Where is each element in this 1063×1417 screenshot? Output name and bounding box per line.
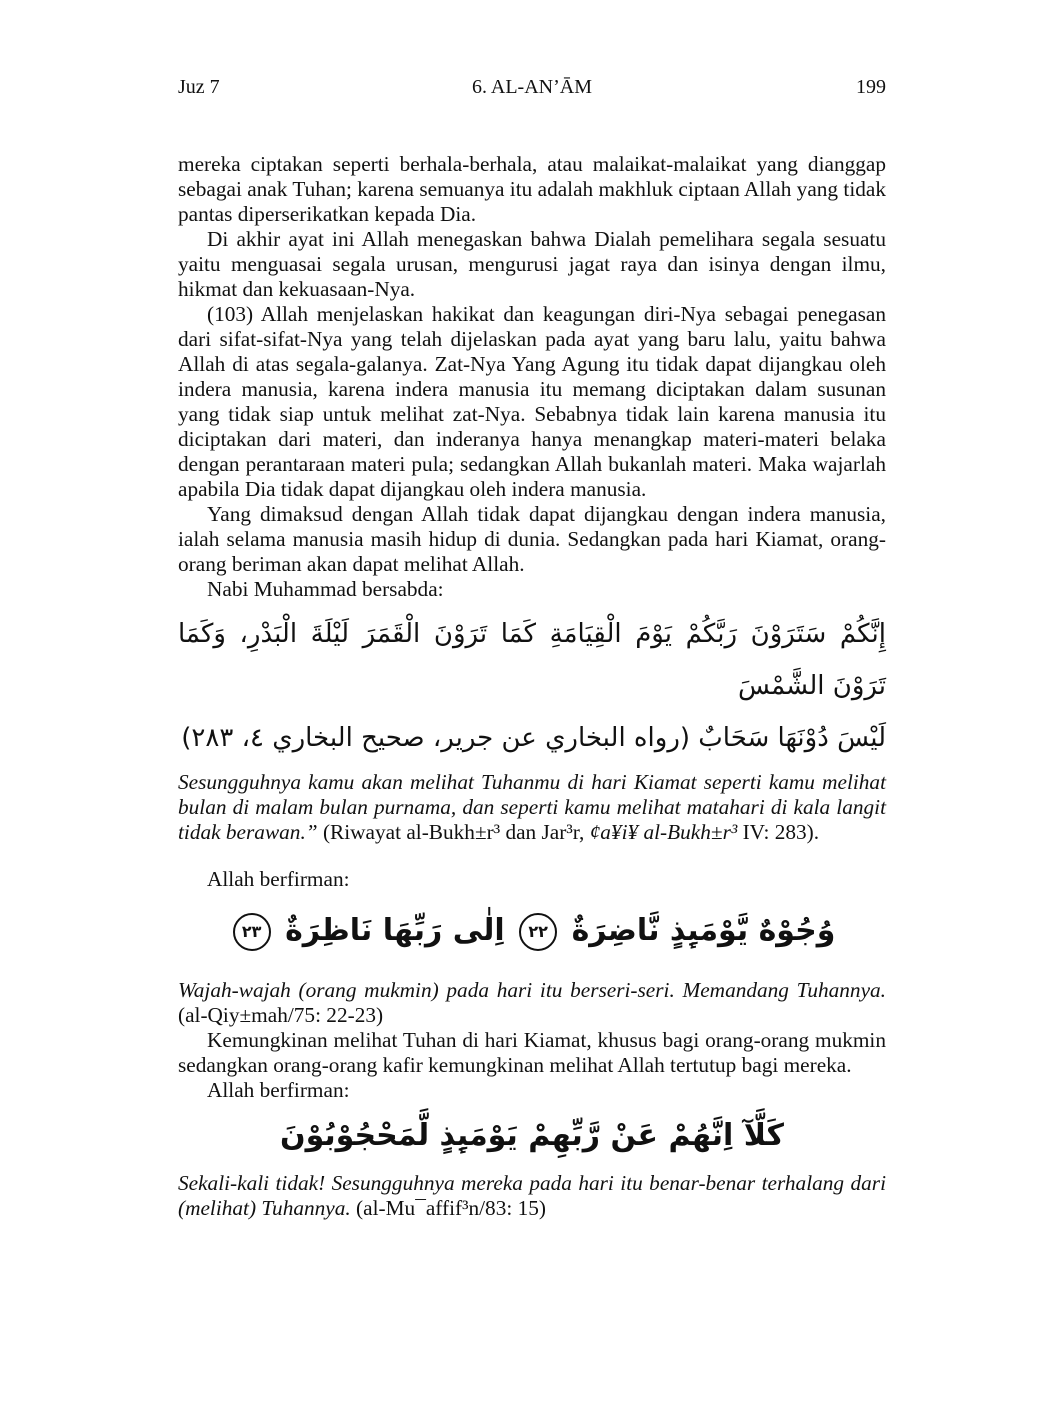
hadith-reference-book: ¢a¥i¥ al-Bukh±r³ [589, 820, 738, 844]
hadith-translation-text: Sesungguhnya kamu akan melihat Tuhanmu di hari Kiamat seperti kamu melihat bulan di malam bulan purnama, dan seperti kamu melihat matahari di kala langit tidak berawan.” [178, 770, 886, 844]
hadith-translation [178, 770, 886, 845]
surah-title: 6. AL-AN’ĀM [472, 76, 592, 98]
hadith-reference: (Riwayat al-Bukh±r³ dan Jar³r, [317, 820, 590, 844]
paragraph-4: Yang dimaksud dengan Allah tidak dapat dijangkau dengan indera manusia, ialah selama manusia masih hidup di dunia. Sedangkan pada hari Kiamat, orang-orang beriman akan dapat melihat Allah. [178, 502, 886, 576]
ayah-number-23: ٢٣ [233, 913, 271, 951]
paragraph-3: (103) Allah menjelaskan hakikat dan keagungan diri-Nya sebagai penegasan dari sifat-sifat-Nya yang telah dijelaskan pada ayat yang baru lalu, yaitu bahwa Allah di atas segala-galanya. Zat-Nya Yang Agung itu tidak dapat dijangkau oleh indera manusia, karena indera manusia itu memang diciptakan dalam susunan yang tidak siap untuk melihat zat-Nya. Sebabnya tidak lain karena manusia itu diciptakan dari materi, dan inderanya hanya menangkap materi-materi belaka dengan perantaraan materi pula; sedangkan Allah bukanlah materi. Maka wajarlah apabila Dia tidak dapat dijangkau oleh indera manusia. [178, 302, 886, 501]
document-page [178, 72, 886, 1221]
page-body [178, 152, 886, 1221]
juz-label: Juz 7 [178, 76, 220, 98]
ayah-23-text: اِلٰى رَبِّهَا نَاظِرَةٌ [285, 913, 505, 948]
hadith-arabic-line-2: لَيْسَ دُوْنَهَا سَحَابٌ (رواه البخاري عن جرير، صحيح البخاري ٤، ٢٨٣) [181, 723, 886, 753]
ayah-83-15-text: كَلَّآ اِنَّهُمْ عَنْ رَّبِّهِمْ يَوْمَىِٕذٍ لَّمَحْجُوْبُوْنَ [279, 1118, 784, 1153]
page-number: 199 [856, 76, 886, 98]
verse-reference-2: (al-Mu¯affif³n/83: 15) [350, 1196, 546, 1220]
paragraph-5: Nabi Muhammad bersabda: [207, 577, 444, 601]
hadith-arabic-line-1: إِنَّكُمْ سَتَرَوْنَ رَبَّكُمْ يَوْمَ الْقِيَامَةِ كَمَا تَرَوْنَ الْقَمَرَ لَيْلَةَ الْبَدْرِ، وَكَمَا تَرَوْنَ الشَّمْسَ [178, 619, 886, 701]
paragraph-8: Allah berfirman: [207, 1078, 350, 1102]
verse-translation-2-text: Sekali-kali tidak! Sesungguhnya mereka pada hari itu benar-benar terhalang dari (melihat) Tuhannya. [178, 1171, 886, 1220]
ayah-22-text: وُجُوْهٌ يَّوْمَىِٕذٍ نَّاضِرَةٌ [571, 913, 836, 948]
verse-translation-1 [178, 978, 886, 1028]
hadith-reference-volume: IV: 283). [737, 820, 820, 844]
paragraph-1: mereka ciptakan seperti berhala-berhala, atau malaikat-malaikat yang dianggap sebagai anak Tuhan; karena semuanya itu adalah makhluk ciptaan Allah yang tidak pantas diperserikatkan kepada Dia. [178, 152, 886, 226]
verse-translation-2 [178, 1171, 886, 1221]
verse-reference-1: (al-Qiy±mah/75: 22-23) [178, 1003, 384, 1027]
verse-translation-1-text: Wajah-wajah (orang mukmin) pada hari itu berseri-seri. Memandang Tuhannya. [178, 978, 886, 1002]
hadith-arabic [178, 608, 886, 764]
paragraph-2: Di akhir ayat ini Allah menegaskan bahwa Dialah pemelihara segala sesuatu yaitu menguasai segala urusan, mengurusi jagat raya dan isinya dengan ilmu, hikmat dan kekuasaan-Nya. [178, 227, 886, 301]
ayah-number-22: ٢٢ [519, 913, 557, 951]
page-header [178, 72, 886, 106]
spacer [178, 845, 886, 867]
quran-verse-83-15 [178, 1111, 886, 1161]
paragraph-6: Allah berfirman: [207, 867, 350, 891]
quran-verse-75-22-23 [178, 906, 886, 956]
paragraph-7: Kemungkinan melihat Tuhan di hari Kiamat, khusus bagi orang-orang mukmin sedangkan orang-orang kafir kemungkinan melihat Allah tertutup bagi mereka. [178, 1028, 886, 1077]
